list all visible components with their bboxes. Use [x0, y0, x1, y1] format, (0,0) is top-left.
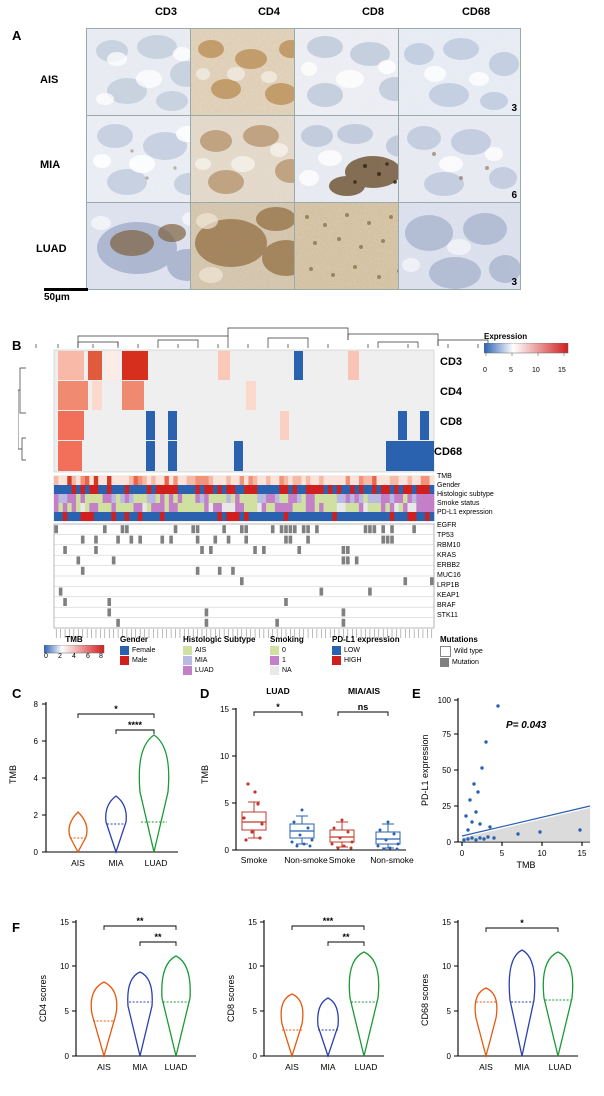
legend-swatch-smoke-1 — [270, 656, 279, 665]
panel-f-cd68-cat-mia: MIA — [514, 1062, 530, 1072]
panel-f-cd8-ytick-0: 0 — [252, 1052, 257, 1061]
expression-tick-0: 0 — [483, 367, 487, 374]
legend-tmb-4: 4 — [72, 653, 76, 660]
panel-b — [0, 310, 604, 674]
panel-c-ylabel: TMB — [8, 765, 18, 784]
panel-f-cd68-ytick-10: 10 — [442, 962, 451, 971]
panel-c — [0, 672, 200, 872]
legend-tmb-8: 8 — [99, 653, 103, 660]
column-title-cd3: CD3 — [154, 6, 177, 18]
panel-e-chart — [410, 672, 604, 872]
panel-c-cat-ais: AIS — [71, 858, 85, 868]
legend-tmb — [44, 635, 106, 665]
legend-pdl1-low: LOW — [344, 647, 360, 654]
expression-tick-15: 15 — [558, 367, 566, 374]
gene-label-braf: BRAF — [437, 602, 456, 609]
expression-tick-10: 10 — [532, 367, 540, 374]
panel-c-sig-top: * — [114, 704, 118, 714]
heatmap-row-label-cd8: CD8 — [440, 416, 463, 428]
legend-mutations-title: Mutations — [440, 635, 478, 644]
panel-f-cd4-cat-ais: AIS — [97, 1062, 111, 1072]
panel-f-cd68-sig-top: * — [520, 918, 524, 928]
legend-histologic-ais: AIS — [195, 647, 207, 654]
panel-d-ytick-0: 0 — [224, 846, 229, 855]
legend-swatch-smoke-0 — [270, 646, 279, 655]
annotation-label-pdl1-expression: PD-L1 expression — [437, 509, 493, 516]
panel-f-cd8-cat-mia: MIA — [320, 1062, 336, 1072]
panel-f-cd8-cat-luad: LUAD — [354, 1062, 378, 1072]
panel-f-cd4-ylabel: CD4 scores — [38, 974, 48, 1022]
heatmap-row-label-cd68: CD68 — [434, 446, 463, 458]
panel-f-cd68-ylabel: CD68 scores — [420, 973, 430, 1026]
panel-e-xtick-5: 5 — [499, 849, 505, 858]
score-ais-cd68: 3 — [511, 103, 517, 114]
gene-label-kras: KRAS — [437, 552, 457, 559]
ihc-image-mia-cd68 — [398, 115, 521, 203]
panel-b-letter: B — [12, 338, 22, 353]
scale-bar — [44, 288, 88, 291]
legend-smoking-0: 0 — [282, 647, 286, 654]
legend-gender-male: Male — [132, 657, 148, 664]
legend-swatch-female — [120, 646, 129, 655]
panel-c-sig-inner: **** — [127, 720, 143, 730]
legend-tmb-2: 2 — [58, 653, 62, 660]
panel-c-ytick-0: 0 — [33, 848, 38, 857]
gene-label-erbb2: ERBB2 — [437, 562, 460, 569]
legend-histologic-luad: LUAD — [195, 667, 214, 674]
gene-label-muc16: MUC16 — [437, 572, 461, 579]
panel-f-cd68-ytick-0: 0 — [446, 1052, 451, 1061]
panel-f-cd68-cat-luad: LUAD — [548, 1062, 572, 1072]
panel-d-ytick-15: 15 — [220, 705, 229, 714]
row-title-luad: LUAD — [36, 243, 67, 255]
panel-e-ytick-75: 75 — [442, 730, 451, 739]
panel-e-ytick-100: 100 — [437, 696, 451, 705]
panel-f-cd8-chart — [212, 894, 402, 1094]
row-title-ais: AIS — [40, 74, 59, 86]
panel-c-ytick-4: 4 — [33, 774, 38, 783]
panel-f-cd8-sig-top: *** — [322, 916, 334, 926]
panel-d-cat-smoke-1: Smoke — [240, 855, 268, 865]
legend-smoking-na: NA — [282, 667, 292, 674]
panel-e-xtick-10: 10 — [537, 849, 547, 858]
legend-swatch-wildtype — [440, 646, 451, 657]
legend-histologic-subtype — [183, 635, 255, 675]
panel-d-chart — [196, 672, 416, 872]
legend-pdl1-high: HIGH — [344, 657, 362, 664]
panel-f-cd4-chart — [24, 894, 214, 1094]
legend-mutations — [440, 635, 483, 667]
panel-d-group-miaais: MIA/AIS — [347, 686, 381, 696]
panel-c-chart — [0, 672, 200, 872]
ihc-image-ais-cd68 — [398, 28, 521, 116]
column-title-cd8: CD8 — [361, 6, 384, 18]
panel-f-cd4-ytick-5: 5 — [64, 1007, 69, 1016]
panel-d-ytick-5: 5 — [224, 799, 229, 808]
panel-d-sig-right: ns — [357, 702, 369, 712]
annotation-label-tmb: TMB — [437, 473, 452, 480]
legend-swatch-ais — [183, 646, 192, 655]
panel-e-letter: E — [412, 686, 421, 701]
panel-e-xtick-15: 15 — [577, 849, 587, 858]
panel-e — [410, 672, 604, 872]
heatmap-row-label-cd4: CD4 — [440, 386, 463, 398]
panel-d — [196, 672, 416, 872]
panel-c-ytick-2: 2 — [33, 811, 38, 820]
gene-label-rbm10: RBM10 — [437, 542, 461, 549]
panel-a-letter: A — [12, 28, 22, 43]
panel-f-cd68-chart — [402, 894, 598, 1094]
gene-label-tp53: TP53 — [437, 532, 454, 539]
panel-d-ytick-10: 10 — [220, 752, 229, 761]
panel-f-cd68-ytick-5: 5 — [446, 1007, 451, 1016]
panel-f-cd68-ytick-15: 15 — [442, 918, 451, 927]
gene-label-lrp1b: LRP1B — [437, 582, 460, 589]
legend-mutations-wildtype: Wild type — [454, 648, 483, 655]
panel-e-ytick-25: 25 — [442, 802, 451, 811]
legend-swatch-mutation — [440, 658, 449, 667]
panel-e-pvalue: P= 0.043 — [506, 720, 547, 731]
legend-histologic-title: Histologic Subtype — [183, 635, 256, 644]
panel-e-ytick-0: 0 — [446, 838, 451, 847]
row-title-mia: MIA — [40, 159, 61, 171]
panel-e-xlabel: TMB — [516, 860, 536, 870]
panel-f-cd4-ytick-15: 15 — [60, 918, 69, 927]
panel-f-cd4-cat-mia: MIA — [132, 1062, 148, 1072]
panel-f-cd8-ylabel: CD8 scores — [226, 974, 236, 1022]
expression-legend — [484, 332, 580, 381]
legend-smoking — [270, 635, 304, 675]
panel-f-cd4-ytick-10: 10 — [60, 962, 69, 971]
legend-swatch-pdl1-high — [332, 656, 341, 665]
panel-f-cd8-ytick-15: 15 — [248, 918, 257, 927]
score-luad-cd68: 3 — [511, 277, 517, 288]
ihc-image-luad-cd68 — [398, 202, 521, 290]
panel-f-cd4-cat-luad: LUAD — [164, 1062, 188, 1072]
panel-f-cd4-sig-top: ** — [136, 916, 144, 926]
panel-f-cd8-sig-inner: ** — [342, 932, 350, 942]
panel-d-cat-nonsmoke-2: Non-smoke — [370, 855, 414, 865]
panel-f-cd68-cat-ais: AIS — [479, 1062, 493, 1072]
legend-smoking-title: Smoking — [270, 635, 304, 644]
column-title-cd4: CD4 — [257, 6, 280, 18]
panel-f-cd8-ytick-10: 10 — [248, 962, 257, 971]
panel-f-cd4-sig-inner: ** — [154, 932, 162, 942]
annotation-label-smoke-status: Smoke status — [437, 500, 480, 507]
gene-label-stk11: STK11 — [437, 612, 458, 619]
panel-c-cat-luad: LUAD — [144, 858, 168, 868]
expression-legend-title: Expression — [484, 332, 528, 341]
legend-gender-female: Female — [132, 647, 156, 654]
panel-e-xtick-0: 0 — [459, 849, 465, 858]
scale-bar-label: 50µm — [44, 292, 70, 303]
legend-tmb-0: 0 — [44, 653, 48, 660]
panel-a — [0, 0, 604, 310]
gene-label-keap1: KEAP1 — [437, 592, 460, 599]
legend-tmb-6: 6 — [86, 653, 90, 660]
legend-mutations-mutation: Mutation — [452, 659, 479, 666]
annotation-label-histologic-subtype: Histologic subtype — [437, 491, 494, 498]
panel-d-sig-left: * — [276, 702, 280, 712]
panel-d-ylabel: TMB — [200, 765, 210, 784]
panel-f-cd8-cat-ais: AIS — [285, 1062, 299, 1072]
panel-d-cat-smoke-2: Smoke — [328, 855, 356, 865]
panel-f-cd4-ytick-0: 0 — [64, 1052, 69, 1061]
panel-e-ytick-50: 50 — [442, 766, 451, 775]
legend-swatch-mia — [183, 656, 192, 665]
panel-e-ylabel: PD-L1 expression — [420, 734, 430, 806]
annotation-label-gender: Gender — [437, 482, 461, 489]
legend-histologic-mia: MIA — [195, 657, 208, 664]
legend-smoking-1: 1 — [282, 657, 286, 664]
score-mia-cd68: 6 — [511, 190, 517, 201]
panel-c-ytick-6: 6 — [33, 737, 38, 746]
panel-d-group-luad: LUAD — [266, 686, 290, 696]
heatmap-row-label-cd3: CD3 — [440, 356, 463, 368]
legend-pdl1-title: PD-L1 expression — [332, 635, 400, 644]
panel-c-cat-mia: MIA — [108, 858, 124, 868]
panel-c-ytick-8: 8 — [33, 700, 38, 709]
legend-gender-title: Gender — [120, 635, 149, 644]
column-title-cd68: CD68 — [461, 6, 491, 18]
panel-d-cat-nonsmoke-1: Non-smoke — [284, 855, 328, 865]
expression-tick-5: 5 — [509, 367, 513, 374]
panel-c-letter: C — [12, 686, 22, 701]
panel-d-letter: D — [200, 686, 210, 701]
legend-pdl1 — [332, 635, 400, 665]
legend-tmb-title: TMB — [65, 635, 83, 644]
gene-label-egfr: EGFR — [437, 522, 457, 529]
legend-swatch-pdl1-low — [332, 646, 341, 655]
panel-f-cd8-ytick-5: 5 — [252, 1007, 257, 1016]
panel-f — [0, 880, 604, 1096]
legend-swatch-male — [120, 656, 129, 665]
panel-f-letter: F — [12, 920, 20, 935]
legend-gender — [120, 635, 155, 665]
